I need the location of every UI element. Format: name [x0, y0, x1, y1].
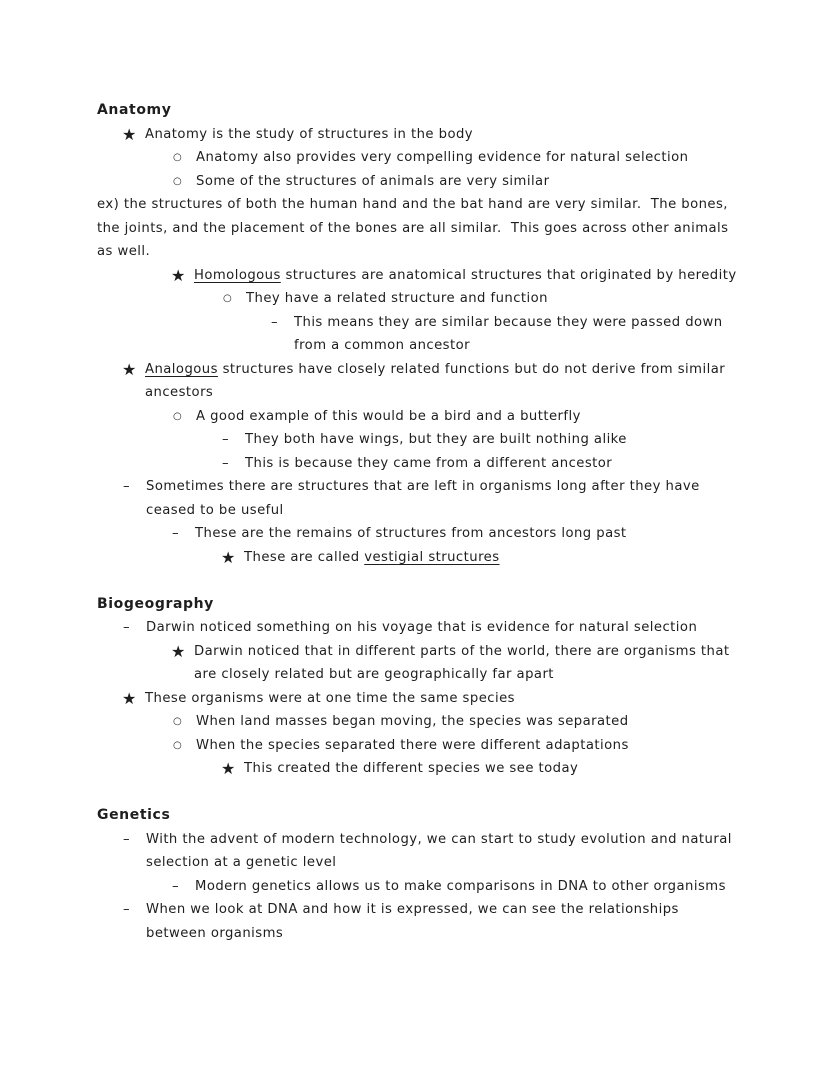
- note-line: [97, 898, 739, 945]
- note-line: [97, 193, 739, 264]
- note-text: [195, 522, 739, 546]
- text-segment: Anatomy is the study of structures in the body: [145, 126, 474, 142]
- star-icon: ★: [171, 641, 186, 661]
- text-segment: When the species separated there were different adaptations: [196, 737, 629, 753]
- note-line: [97, 522, 739, 546]
- note-line: [97, 428, 739, 452]
- underlined-term: vestigial structures: [364, 549, 500, 565]
- note-line: [97, 710, 739, 734]
- note-text: [146, 616, 739, 640]
- note-line: [97, 734, 739, 758]
- text-segment: These are the remains of structures from ancestors long past: [195, 526, 627, 541]
- note-line: [97, 264, 739, 288]
- circle-icon: ○: [173, 410, 183, 422]
- dash-icon: –: [222, 455, 230, 471]
- circle-icon: ○: [223, 293, 233, 304]
- text-segment: Sometimes there are structures that are left in organisms long after they have ceased to be useful: [146, 479, 705, 518]
- text-segment: These are called: [244, 549, 365, 565]
- dash-icon: –: [123, 902, 131, 917]
- text-segment: Anatomy also provides very compelling evidence for natural selection: [196, 150, 689, 165]
- star-icon: ★: [122, 688, 137, 708]
- note-line: [97, 123, 739, 147]
- text-segment: When land masses began moving, the species was separated: [196, 714, 629, 729]
- dash-icon: –: [123, 620, 131, 635]
- note-text: [196, 710, 739, 734]
- text-segment: When we look at DNA and how it is expressed, we can see the relationships between organisms: [146, 902, 684, 941]
- star-icon: ★: [171, 265, 186, 285]
- text-segment: Darwin noticed something on his voyage that is evidence for natural selection: [146, 620, 698, 635]
- note-section: [97, 804, 739, 945]
- underlined-term: Analogous: [145, 361, 218, 377]
- dash-icon: –: [271, 314, 279, 330]
- circle-icon: ○: [173, 175, 183, 187]
- note-text: [146, 828, 739, 875]
- note-section: [97, 99, 739, 569]
- text-segment: They both have wings, but they are built nothing alike: [245, 432, 627, 447]
- section-title: Biogeography: [97, 595, 214, 612]
- star-icon: ★: [122, 359, 137, 379]
- text-segment: This is because they came from a different ancestor: [245, 455, 613, 471]
- note-text: [196, 146, 739, 170]
- text-segment: This means they are similar because they were passed down from a common ancestor: [294, 314, 728, 353]
- note-line: [97, 640, 739, 687]
- dash-icon: –: [172, 526, 180, 541]
- note-text: [245, 428, 739, 452]
- text-segment: Some of the structures of animals are very similar: [196, 173, 550, 189]
- star-icon: ★: [221, 759, 236, 778]
- note-line: [97, 452, 739, 476]
- text-segment: A good example of this would be a bird and a butterfly: [196, 408, 581, 424]
- circle-icon: ○: [173, 739, 183, 751]
- star-icon: ★: [221, 547, 236, 567]
- notes-page: [97, 99, 739, 945]
- note-text: [146, 898, 739, 945]
- circle-icon: ○: [173, 716, 183, 727]
- note-text: [244, 546, 739, 570]
- star-icon: ★: [122, 124, 137, 144]
- circle-icon: ○: [173, 152, 183, 163]
- text-segment: These organisms were at one time the same species: [145, 690, 515, 706]
- note-text: [245, 452, 739, 476]
- note-text: [97, 193, 739, 264]
- note-text: [145, 358, 739, 405]
- note-line: [97, 828, 739, 875]
- text-segment: Modern genetics allows us to make comparisons in DNA to other organisms: [195, 878, 726, 894]
- note-line: [97, 146, 739, 170]
- dash-icon: –: [172, 878, 180, 894]
- note-text: [195, 875, 739, 899]
- note-text: [196, 405, 739, 429]
- note-line: [97, 616, 739, 640]
- note-line: [97, 405, 739, 429]
- dash-icon: –: [123, 479, 131, 494]
- note-text: [294, 311, 739, 358]
- dash-icon: –: [222, 432, 230, 447]
- note-text: [246, 287, 739, 311]
- text-segment: With the advent of modern technology, we can start to study evolution and natural selection at a genetic level: [146, 831, 737, 870]
- text-segment: Darwin noticed that in different parts of the world, there are organisms that are closely related but are geographically far apart: [194, 643, 735, 682]
- note-line: [97, 757, 739, 781]
- note-section: [97, 593, 739, 781]
- text-segment: They have a related structure and function: [246, 291, 548, 306]
- note-text: [145, 687, 739, 711]
- note-line: [97, 546, 739, 570]
- note-line: [97, 311, 739, 358]
- note-text: [146, 475, 739, 522]
- note-text: [194, 264, 739, 288]
- section-title: Anatomy: [97, 102, 172, 118]
- text-segment: structures have closely related functions but do not derive from similar ancestors: [145, 361, 730, 400]
- note-line: [97, 170, 739, 194]
- note-text: [194, 640, 739, 687]
- underlined-term: Homologous: [194, 267, 281, 283]
- note-line: [97, 358, 739, 405]
- note-line: [97, 475, 739, 522]
- note-text: [196, 170, 739, 194]
- text-segment: ex) the structures of both the human hand and the bat hand are very similar. The bones, the joints, and the placement of the bones are all similar. This goes across other animals as well.: [97, 197, 734, 259]
- text-segment: This created the different species we see today: [244, 761, 579, 776]
- text-segment: structures are anatomical structures that originated by heredity: [280, 267, 737, 283]
- note-line: [97, 687, 739, 711]
- note-text: [196, 734, 739, 758]
- note-text: [145, 123, 739, 147]
- section-title: Genetics: [97, 807, 171, 823]
- dash-icon: –: [123, 831, 131, 847]
- note-line: [97, 287, 739, 311]
- note-text: [244, 757, 739, 781]
- note-line: [97, 875, 739, 899]
